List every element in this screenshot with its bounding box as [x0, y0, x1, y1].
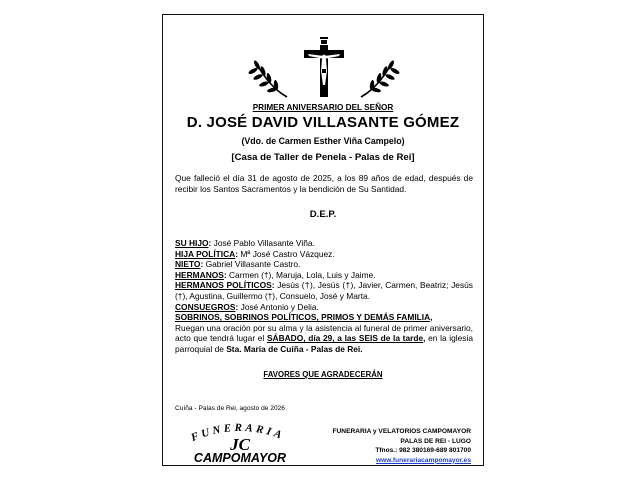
- contact-block: [301, 427, 471, 465]
- family-list: [175, 238, 473, 355]
- family-line-son: SU HIJO: José Pablo Villasante Viña.: [175, 238, 315, 248]
- service-time: SÁBADO, día 29, a las SEIS de la tarde: [266, 333, 424, 344]
- dep-label: D.E.P.: [309, 209, 337, 220]
- company-website-link[interactable]: www.funerariacampomayor.es: [375, 456, 471, 464]
- company-address: PALAS DE REI - LUGO: [400, 437, 471, 445]
- siblings-in-law-label: HERMANOS POLÍTICOS: [175, 280, 272, 291]
- in-laws-value: José Antonio y Delia.: [240, 301, 319, 312]
- in-laws-label: CONSUEGROS: [175, 301, 236, 312]
- laurel-branch-right-icon: [357, 57, 401, 99]
- crucifix-icon: [303, 37, 345, 97]
- emblem: [163, 15, 483, 115]
- grandson-value: Gabriel Villasante Castro.: [205, 259, 301, 270]
- laurel-branch-left-icon: [247, 57, 291, 99]
- siblings-label: HERMANOS: [175, 269, 224, 280]
- anniversary-heading: PRIMER ANIVERSARIO DEL SEÑOR: [252, 103, 394, 112]
- intro-paragraph: Que falleció el día 31 de agosto de 2025, a los 89 años de edad, después de recibir los Santos Sacramentos y la bendición de Su Santidad.: [175, 173, 473, 194]
- daughter-in-law-label: HIJA POLÍTICA: [175, 248, 236, 259]
- invitation-text-2: en la iglesia parroquial de: [175, 333, 474, 354]
- relatives-label: SOBRINOS, SOBRINOS POLÍTICOS, PRIMOS Y DEMÁS FAMILIA: [175, 312, 431, 323]
- family-line-relatives: SOBRINOS, SOBRINOS POLÍTICOS, PRIMOS Y DEMÁS FAMILIA,: [175, 312, 433, 323]
- family-line-siblings: HERMANOS: Carmen (†), Maruja, Lola, Luis y Jaime.: [175, 269, 376, 280]
- family-line-grandson: NIETO: Gabriel Villasante Castro.: [175, 259, 301, 270]
- company-phones: Tfnos.: 982 380169-689 801700: [375, 447, 471, 455]
- siblings-in-law-value: Jesús (†), Jesús (†), Javier, Carmen, Beatriz; Jesús (†), Agustina, Guillermo (†), Consuelo, José y Marta.: [175, 280, 473, 301]
- son-value: José Pablo Villasante Viña.: [213, 238, 315, 248]
- grandson-label: NIETO: [175, 259, 201, 270]
- church-name: Sta. María de Cuíña - Palas de Rei: [226, 343, 361, 354]
- residence-line: [Casa de Taller de Penela - Palas de Rei]: [231, 152, 415, 163]
- invitation-paragraph: Ruegan una oración por su alma y la asistencia al funeral de primer aniversario, acto que tendrá lugar el SÁBADO, día 29, a las SEIS de la tarde, en la iglesia parroquial de Sta. María de Cuíña - Palas de Rei.: [175, 322, 474, 354]
- family-line-in-laws: CONSUEGROS: José Antonio y Delia.: [175, 301, 319, 312]
- daughter-in-law-value: Mª José Castro Vázquez.: [240, 248, 335, 259]
- place-date: Cuíña - Palas de Rei, agosto de 2026: [175, 405, 285, 412]
- family-line-daughter-in-law: HIJA POLÍTICA: Mª José Castro Vázquez.: [175, 248, 335, 259]
- funeral-home-logo: [175, 417, 305, 465]
- thanks-line: FAVORES QUE AGRADECERÁN: [263, 370, 383, 379]
- deceased-name: D. JOSÉ DAVID VILLASANTE GÓMEZ: [186, 114, 460, 131]
- company-name: FUNERARIA y VELATORIOS CAMPOMAYOR: [332, 428, 471, 435]
- invitation-text-1: Ruegan una oración por su alma y la asistencia al funeral de primer aniversario, acto que tendrá lugar el: [175, 322, 473, 344]
- logo-top-text: FUNERARIA: [189, 421, 287, 445]
- son-label: SU HIJO: [175, 238, 209, 248]
- family-line-siblings-in-law: HERMANOS POLÍTICOS: Jesús (†), Jesús (†), Javier, Carmen, Beatriz; Jesús (†), Agustina, Guillermo (†), Consuelo, José y Marta.: [175, 280, 473, 301]
- widower-note: (Vdo. de Carmen Esther Viña Campelo): [241, 136, 405, 146]
- siblings-value: Carmen (†), Maruja, Lola, Luis y Jaime.: [228, 269, 376, 280]
- logo-initials: JC: [230, 435, 250, 454]
- obituary-card: [162, 14, 484, 466]
- logo-bottom-text: CAMPOMAYOR: [193, 451, 287, 465]
